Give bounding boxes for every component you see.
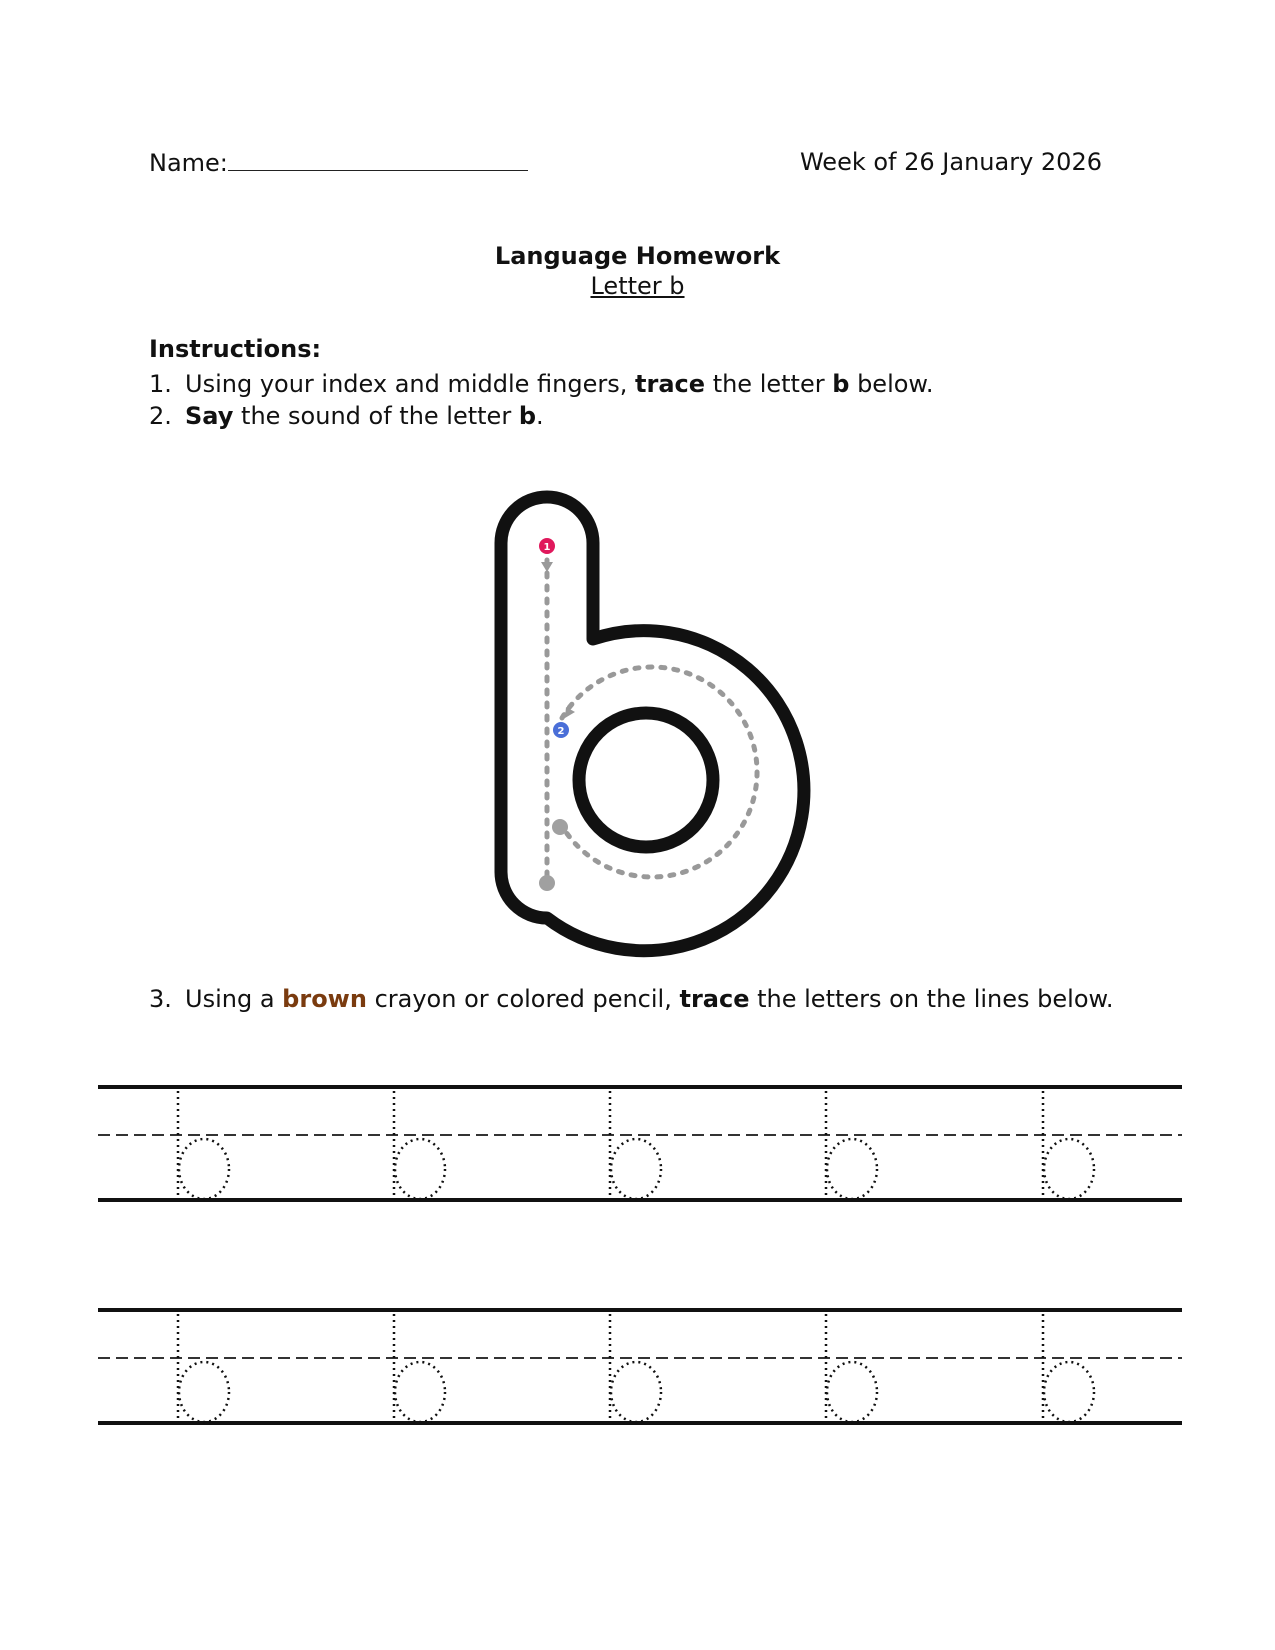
instruction-bold: trace xyxy=(679,985,750,1013)
week-date: Week of 26 January 2026 xyxy=(799,148,1102,176)
traceable-letter-b-bowl xyxy=(1044,1139,1094,1199)
instruction-number: 3. xyxy=(149,985,172,1013)
instruction-text: the letter xyxy=(712,370,825,398)
step-1-label: 1 xyxy=(543,542,551,553)
subtitle-text: Letter b xyxy=(590,272,685,300)
page-title: Language Homework xyxy=(494,242,781,270)
instruction-number: 2. xyxy=(149,402,172,430)
traceable-letter-b-bowl xyxy=(395,1139,445,1199)
instruction-text: Using a xyxy=(185,985,275,1013)
instruction-bold: Say xyxy=(185,402,234,430)
step-2-label: 2 xyxy=(557,726,565,737)
instruction-text: the sound of the letter xyxy=(241,402,512,430)
traceable-letter-b-bowl xyxy=(611,1362,661,1422)
instruction-text: . xyxy=(536,402,544,430)
instructions-heading: Instructions: xyxy=(149,335,322,363)
traceable-letter-b-bowl xyxy=(179,1139,229,1199)
traceable-letter-b-bowl xyxy=(395,1362,445,1422)
instruction-bold: b xyxy=(518,402,537,430)
instruction-bold: b xyxy=(832,370,850,398)
instruction-text: below. xyxy=(857,370,934,398)
traceable-letter-b-bowl xyxy=(611,1139,661,1199)
instruction-color-word: brown xyxy=(282,985,367,1013)
instruction-text: crayon or colored pencil, xyxy=(374,985,672,1013)
instruction-text: the letters on the lines below. xyxy=(757,985,1114,1013)
name-label: Name: xyxy=(149,149,228,177)
instruction-text: Using your index and middle fingers, xyxy=(185,370,628,398)
traceable-letter-b-bowl xyxy=(1044,1362,1094,1422)
instruction-bold: trace xyxy=(635,370,706,398)
traceable-letter-b-bowl xyxy=(827,1139,877,1199)
traceable-letter-b-bowl xyxy=(179,1362,229,1422)
traceable-letter-b-bowl xyxy=(827,1362,877,1422)
instruction-number: 1. xyxy=(149,370,172,398)
